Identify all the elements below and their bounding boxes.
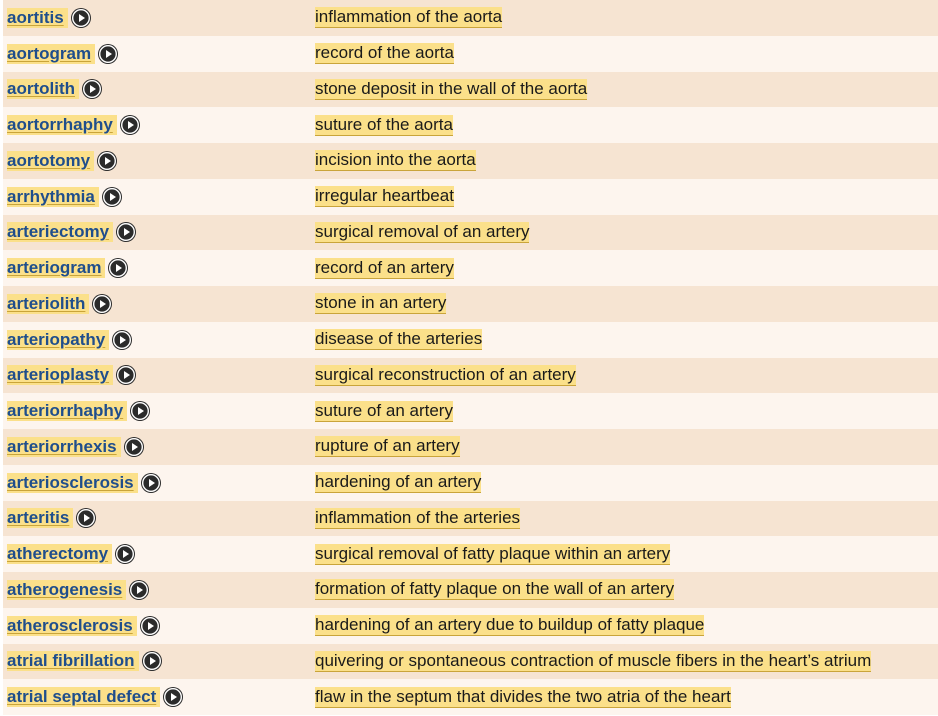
- table-row: [3, 358, 938, 394]
- term-cell: [7, 250, 128, 286]
- definition-cell: [315, 679, 731, 715]
- term-cell: [7, 179, 122, 215]
- term-cell: [7, 501, 96, 537]
- play-icon[interactable]: [141, 473, 161, 493]
- term-cell: [7, 36, 118, 72]
- play-icon[interactable]: [163, 687, 183, 707]
- table-row: [3, 179, 938, 215]
- term-link[interactable]: arteritis: [7, 508, 73, 528]
- definition-text: surgical removal of fatty plaque within an artery: [315, 543, 671, 563]
- term-link[interactable]: atherogenesis: [7, 580, 126, 600]
- term-cell: [7, 608, 160, 644]
- definition-text: stone in an artery: [315, 293, 447, 313]
- term-cell: [7, 72, 102, 108]
- table-row: [3, 322, 938, 358]
- table-row: [3, 0, 938, 36]
- term-link[interactable]: arteriopathy: [7, 330, 109, 350]
- play-icon[interactable]: [71, 8, 91, 28]
- definition-cell: [315, 143, 476, 179]
- term-cell: [7, 393, 150, 429]
- term-cell: [7, 215, 136, 251]
- term-link[interactable]: arterioplasty: [7, 365, 113, 385]
- definition-cell: [315, 286, 446, 322]
- play-icon[interactable]: [116, 222, 136, 242]
- definition-cell: [315, 429, 460, 465]
- definition-text: hardening of an artery due to buildup of fatty plaque: [315, 615, 705, 635]
- play-icon[interactable]: [98, 44, 118, 64]
- play-icon[interactable]: [108, 258, 128, 278]
- definition-cell: [315, 179, 454, 215]
- term-cell: [7, 358, 136, 394]
- table-row: [3, 679, 938, 715]
- definition-text: rupture of an artery: [315, 436, 460, 456]
- definition-cell: [315, 36, 454, 72]
- play-icon[interactable]: [129, 580, 149, 600]
- definition-cell: [315, 465, 481, 501]
- definition-cell: [315, 107, 453, 143]
- table-row: [3, 215, 938, 251]
- definition-text: stone deposit in the wall of the aorta: [315, 78, 588, 98]
- table-row: [3, 465, 938, 501]
- term-link[interactable]: atherectomy: [7, 544, 112, 564]
- play-icon[interactable]: [140, 616, 160, 636]
- play-icon[interactable]: [116, 365, 136, 385]
- term-cell: [7, 679, 183, 715]
- play-icon[interactable]: [120, 115, 140, 135]
- term-link[interactable]: arteriorrhexis: [7, 437, 121, 457]
- term-cell: [7, 0, 91, 36]
- definition-cell: [315, 72, 587, 108]
- table-row: [3, 644, 938, 680]
- definition-text: inflammation of the aorta: [315, 7, 503, 27]
- definition-text: record of the aorta: [315, 43, 454, 63]
- definition-cell: [315, 393, 453, 429]
- play-icon[interactable]: [102, 187, 122, 207]
- play-icon[interactable]: [115, 544, 135, 564]
- table-row: [3, 536, 938, 572]
- definition-cell: [315, 215, 529, 251]
- term-link[interactable]: arteriolith: [7, 294, 89, 314]
- definition-cell: [315, 322, 482, 358]
- term-cell: [7, 286, 112, 322]
- definition-text: hardening of an artery: [315, 472, 482, 492]
- definition-text: disease of the arteries: [315, 329, 483, 349]
- term-cell: [7, 644, 162, 680]
- definition-cell: [315, 644, 871, 680]
- play-icon[interactable]: [142, 651, 162, 671]
- definition-text: incision into the aorta: [315, 150, 476, 170]
- term-link[interactable]: atherosclerosis: [7, 616, 137, 636]
- definition-cell: [315, 358, 576, 394]
- term-cell: [7, 572, 149, 608]
- term-link[interactable]: atrial septal defect: [7, 687, 160, 707]
- table-row: [3, 107, 938, 143]
- play-icon[interactable]: [97, 151, 117, 171]
- term-cell: [7, 536, 135, 572]
- definition-cell: [315, 0, 502, 36]
- table-row: [3, 72, 938, 108]
- table-row: [3, 501, 938, 537]
- definition-text: suture of the aorta: [315, 114, 453, 134]
- table-row: [3, 572, 938, 608]
- definition-text: flaw in the septum that divides the two atria of the heart: [315, 686, 731, 706]
- definition-cell: [315, 501, 520, 537]
- term-link[interactable]: arrhythmia: [7, 187, 99, 207]
- definition-text: surgical removal of an artery: [315, 221, 530, 241]
- term-cell: [7, 322, 132, 358]
- term-cell: [7, 107, 140, 143]
- table-row: [3, 429, 938, 465]
- definition-cell: [315, 572, 674, 608]
- table-row: [3, 393, 938, 429]
- term-link[interactable]: atrial fibrillation: [7, 651, 139, 671]
- definition-text: record of an artery: [315, 257, 454, 277]
- definition-text: quivering or spontaneous contraction of muscle fibers in the heart’s atrium: [315, 650, 872, 670]
- term-link[interactable]: arteriectomy: [7, 222, 113, 242]
- table-row: [3, 36, 938, 72]
- definition-cell: [315, 250, 454, 286]
- table-row: [3, 286, 938, 322]
- term-cell: [7, 465, 161, 501]
- term-link[interactable]: aortogram: [7, 44, 95, 64]
- term-link[interactable]: aortorrhaphy: [7, 115, 117, 135]
- definition-text: formation of fatty plaque on the wall of an artery: [315, 579, 675, 599]
- term-link[interactable]: aortotomy: [7, 151, 94, 171]
- term-link[interactable]: aortolith: [7, 79, 79, 99]
- glossary-table: [3, 0, 938, 715]
- table-row: [3, 143, 938, 179]
- table-row: [3, 250, 938, 286]
- definition-text: irregular heartbeat: [315, 186, 454, 206]
- definition-text: inflammation of the arteries: [315, 507, 521, 527]
- table-row: [3, 608, 938, 644]
- definition-text: surgical reconstruction of an artery: [315, 364, 576, 384]
- definition-cell: [315, 608, 704, 644]
- term-cell: [7, 143, 117, 179]
- definition-text: suture of an artery: [315, 400, 453, 420]
- term-link[interactable]: arteriogram: [7, 258, 105, 278]
- term-link[interactable]: arteriorrhaphy: [7, 401, 127, 421]
- term-link[interactable]: aortitis: [7, 8, 68, 28]
- play-icon[interactable]: [130, 401, 150, 421]
- play-icon[interactable]: [112, 330, 132, 350]
- play-icon[interactable]: [92, 294, 112, 314]
- play-icon[interactable]: [82, 79, 102, 99]
- definition-cell: [315, 536, 670, 572]
- term-link[interactable]: arteriosclerosis: [7, 473, 138, 493]
- play-icon[interactable]: [124, 437, 144, 457]
- term-cell: [7, 429, 144, 465]
- play-icon[interactable]: [76, 508, 96, 528]
